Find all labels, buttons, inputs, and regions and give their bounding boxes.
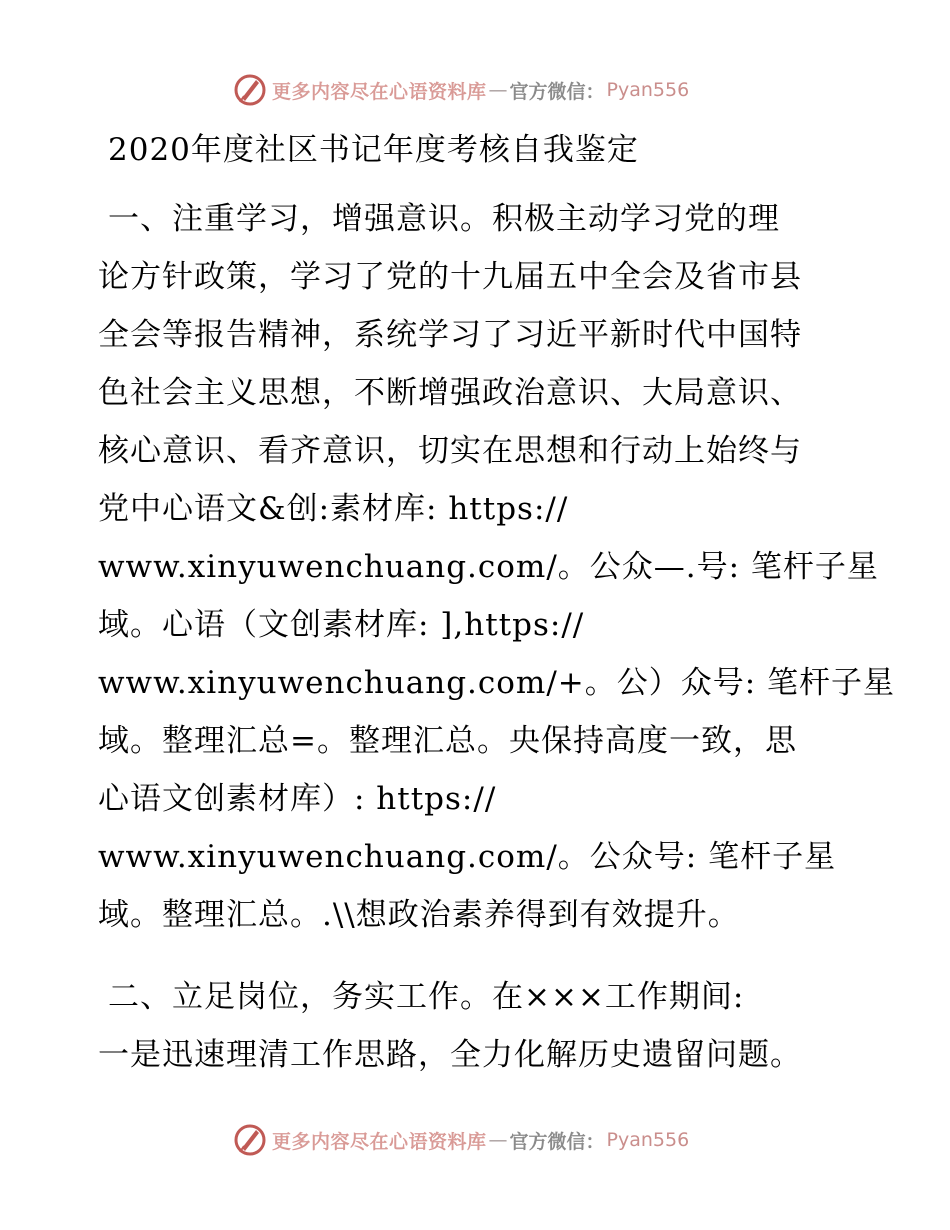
paragraph-line: 论方针政策，学习了党的十九届五中全会及省市县 bbox=[98, 259, 802, 295]
paragraph-line: www.xinyuwenchuang.com/+。公）众号: 笔杆子星 bbox=[98, 665, 896, 701]
paragraph-line: 域。整理汇总=。整理汇总。央保持高度一致，思 bbox=[98, 723, 797, 759]
watermark-footer bbox=[232, 1120, 689, 1160]
watermark-label: 官方微信： bbox=[509, 1130, 605, 1153]
watermark-separator: — bbox=[488, 79, 508, 101]
paragraph-line: 党中心语文&创:素材库: https:// bbox=[98, 491, 569, 527]
paragraph-line: 域。整理汇总。.\\想政治素养得到有效提升。 bbox=[98, 897, 740, 933]
watermark-label: 官方微信： bbox=[509, 80, 605, 103]
paragraph-line: www.xinyuwenchuang.com/。公众号: 笔杆子星 bbox=[98, 839, 837, 875]
paragraph-2 bbox=[98, 968, 802, 1084]
quill-logo-icon bbox=[232, 1122, 268, 1158]
paragraph-1 bbox=[98, 190, 895, 944]
paragraph-line: 二、立足岗位，务实工作。在×××工作期间: bbox=[108, 979, 745, 1015]
paragraph-line: 一、注重学习，增强意识。积极主动学习党的理 bbox=[108, 201, 780, 237]
watermark-separator: — bbox=[488, 1129, 508, 1151]
paragraph-line: 全会等报告精神，系统学习了习近平新时代中国特 bbox=[98, 317, 802, 353]
paragraph-line: www.xinyuwenchuang.com/。公众—.号: 笔杆子星 bbox=[98, 549, 879, 585]
watermark-brand: 更多内容尽在心语资料库 bbox=[272, 80, 487, 103]
watermark-header bbox=[232, 70, 689, 110]
paragraph-line: 色社会主义思想，不断增强政治意识、大局意识、 bbox=[98, 375, 802, 411]
paragraph-line: 域。心语（文创素材库: ],https:// bbox=[98, 607, 585, 643]
watermark-brand: 更多内容尽在心语资料库 bbox=[272, 1130, 487, 1153]
watermark-account: Pyan556 bbox=[606, 79, 690, 101]
watermark-account: Pyan556 bbox=[606, 1129, 690, 1151]
paragraph-line: 核心意识、看齐意识，切实在思想和行动上始终与 bbox=[98, 433, 802, 469]
quill-logo-icon bbox=[232, 72, 268, 108]
paragraph-line: 一是迅速理清工作思路，全力化解历史遗留问题。 bbox=[98, 1037, 802, 1073]
document-title: 2020年度社区书记年度考核自我鉴定 bbox=[108, 132, 639, 168]
paragraph-line: 心语文创素材库）: https:// bbox=[98, 781, 497, 817]
